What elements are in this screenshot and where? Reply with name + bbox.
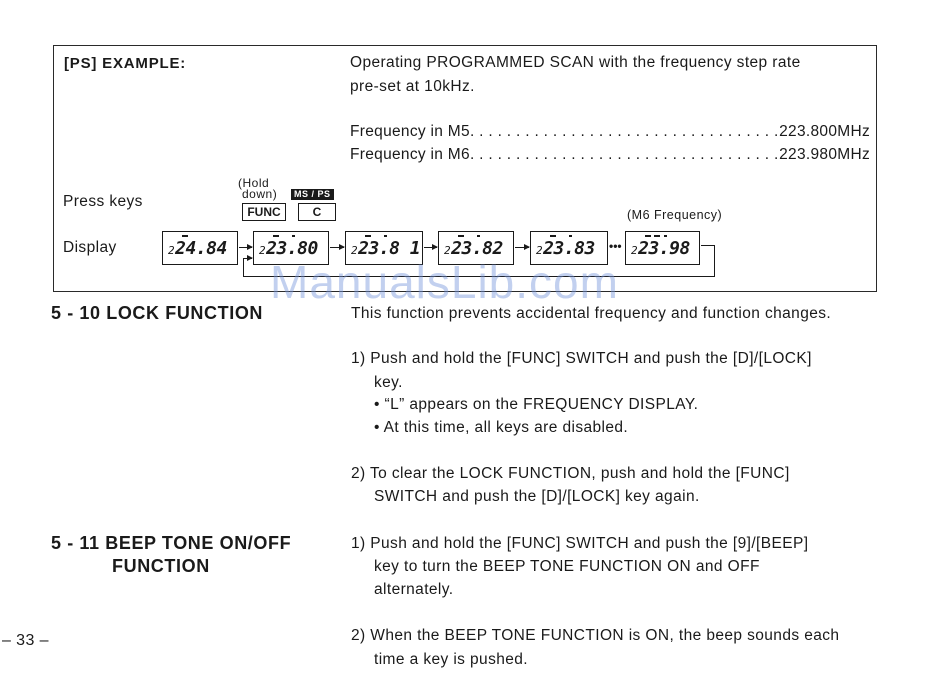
hold-note-line-1: (Hold [238,176,270,190]
display-digits: 23.98 [638,238,690,259]
example-description-line-1: Operating PROGRAMMED SCAN with the frequency step rate [350,54,801,71]
lcd-display-6 [625,231,700,265]
lock-function-heading: 5 - 10 LOCK FUNCTION [51,303,264,323]
frequency-label: Frequency in M6 [350,146,470,163]
display-digits: 23.80 [266,238,318,259]
lock-step-1-line-2: key. [374,374,403,391]
watermark: ManualsLib.com [270,256,619,308]
beep-step-1-line-3: alternately. [374,581,454,598]
lock-step-2-line-1: 2) To clear the LOCK FUNCTION, push and hold the [FUNC] [351,465,790,482]
lcd-display-1 [162,231,238,265]
arrow-right-icon [515,247,529,248]
arrow-right-icon [424,247,437,248]
segment-tick [664,235,667,237]
loop-line [701,245,715,246]
segment-tick [384,235,387,237]
band-digit: 2 [631,244,638,257]
m6-frequency-note: (M6 Frequency) [627,208,723,222]
segment-tick [273,235,279,237]
band-digit: 2 [351,244,358,257]
ellipsis: ••• [609,239,622,253]
frequency-value: 223.800MHz [779,123,870,140]
hold-note-line-2: down) [242,187,278,201]
segment-tick [365,235,371,237]
example-description-line-2: pre-set at 10kHz. [350,78,475,95]
frequency-row-m6 [350,146,870,164]
beep-step-2-line-1: 2) When the BEEP TONE FUNCTION is ON, the beep sounds each [351,627,840,644]
frequency-row-m5 [350,123,870,141]
beep-tone-heading-line-1: 5 - 11 BEEP TONE ON/OFF [51,533,292,553]
segment-tick [458,235,464,237]
segment-tick [292,235,295,237]
lock-bullet-1: • “L” appears on the FREQUENCY DISPLAY. [374,396,699,413]
lock-bullet-2: • At this time, all keys are disabled. [374,419,629,436]
lock-step-2-line-2: SWITCH and push the [D]/[LOCK] key again. [374,488,700,505]
segment-tick [645,235,651,237]
band-digit: 2 [168,244,175,257]
segment-tick [477,235,480,237]
segment-tick [182,235,188,237]
leader-dots [470,123,779,141]
beep-step-2-line-2: time a key is pushed. [374,651,528,668]
example-title: [PS] EXAMPLE: [64,55,187,72]
arrow-right-icon [243,258,252,259]
display-digits: 23.82 [451,238,503,259]
display-digits: 23.8 1 [358,238,421,259]
band-digit: 2 [259,244,266,257]
segment-tick [569,235,572,237]
frequency-label: Frequency in M5 [350,123,470,140]
arrow-right-icon [330,247,344,248]
leader-dots [470,146,779,164]
segment-tick [654,235,660,237]
segment-tick [550,235,556,237]
page-number: – 33 – [2,632,49,649]
display-digits: 23.83 [543,238,595,259]
display-digits: 24.84 [175,238,227,259]
arrow-right-icon [239,247,252,248]
display-label: Display [63,239,117,256]
band-digit: 2 [444,244,451,257]
lock-intro: This function prevents accidental frequency and function changes. [351,305,832,322]
loop-line [714,245,715,277]
lock-step-1-line-1: 1) Push and hold the [FUNC] SWITCH and push the [D]/[LOCK] [351,350,812,367]
beep-step-1-line-1: 1) Push and hold the [FUNC] SWITCH and push the [9]/[BEEP] [351,535,809,552]
press-keys-label: Press keys [63,193,143,210]
beep-step-1-line-2: key to turn the BEEP TONE FUNCTION ON and OFF [374,558,760,575]
loop-line [243,258,244,277]
ms-ps-label: MS / PS [291,189,334,200]
c-key: C [298,203,336,221]
beep-tone-heading-line-2: FUNCTION [112,556,210,576]
band-digit: 2 [536,244,543,257]
frequency-value: 223.980MHz [779,146,870,163]
func-key: FUNC [242,203,286,221]
